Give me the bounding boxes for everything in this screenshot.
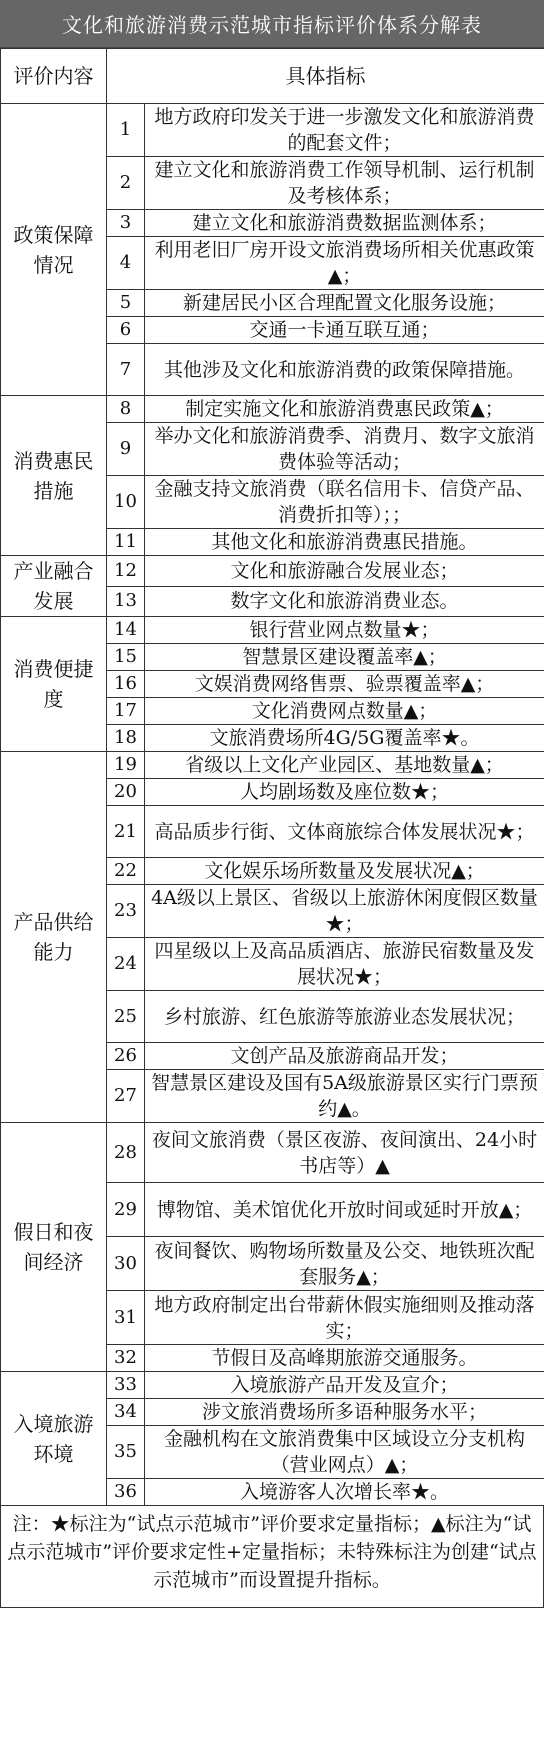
indicator-number: 9 xyxy=(107,423,145,476)
indicator-number: 32 xyxy=(107,1345,145,1372)
indicator-text: 其他文化和旅游消费惠民措施。 xyxy=(145,529,544,556)
indicator-number: 6 xyxy=(107,317,145,344)
indicator-number: 12 xyxy=(107,556,145,587)
category-cell: 政策保障情况 xyxy=(1,104,107,396)
indicator-text: 文创产品及旅游商品开发； xyxy=(145,1043,544,1070)
indicator-text: 四星级以上及高品质酒店、旅游民宿数量及发展状况★； xyxy=(145,938,544,991)
indicator-text: 交通一卡通互联互通； xyxy=(145,317,544,344)
indicator-number: 34 xyxy=(107,1399,145,1426)
indicator-table xyxy=(0,48,544,1506)
indicator-text: 乡村旅游、红色旅游等旅游业态发展状况； xyxy=(145,991,544,1043)
indicator-text: 文化和旅游融合发展业态； xyxy=(145,556,544,587)
indicator-text: 夜间餐饮、购物场所数量及公交、地铁班次配套服务▲； xyxy=(145,1237,544,1291)
indicator-number: 4 xyxy=(107,237,145,290)
indicator-text: 夜间文旅消费（景区夜游、夜间演出、24小时书店等）▲ xyxy=(145,1123,544,1183)
indicator-text: 利用老旧厂房开设文旅消费场所相关优惠政策▲； xyxy=(145,237,544,290)
indicator-text: 地方政府制定出台带薪休假实施细则及推动落实； xyxy=(145,1291,544,1345)
indicator-text: 数字文化和旅游消费业态。 xyxy=(145,586,544,617)
indicator-text: 制定实施文化和旅游消费惠民政策▲； xyxy=(145,396,544,423)
indicator-text: 博物馆、美术馆优化开放时间或延时开放▲； xyxy=(145,1183,544,1237)
table-row xyxy=(1,556,544,587)
table-title: 文化和旅游消费示范城市指标评价体系分解表 xyxy=(0,0,544,48)
indicator-number: 35 xyxy=(107,1426,145,1479)
indicator-number: 15 xyxy=(107,644,145,671)
indicator-text: 文娱消费网络售票、验票覆盖率▲； xyxy=(145,671,544,698)
indicator-text: 举办文化和旅游消费季、消费月、数字文旅消费体验等活动； xyxy=(145,423,544,476)
indicator-text: 建立文化和旅游消费数据监测体系； xyxy=(145,210,544,237)
indicator-number: 14 xyxy=(107,617,145,644)
indicator-text: 文旅消费场所4G/5G覆盖率★。 xyxy=(145,725,544,752)
table-note: 注：★标注为“试点示范城市”评价要求定量指标；▲标注为“试点示范城市”评价要求定性+定量指标；未特殊标注为创建“试点示范城市”而设置提升指标。 xyxy=(0,1506,544,1608)
indicator-number: 18 xyxy=(107,725,145,752)
indicator-text: 金融支持文旅消费（联名信用卡、信贷产品、消费折扣等）；； xyxy=(145,476,544,529)
table-row xyxy=(1,104,544,157)
indicator-text: 省级以上文化产业园区、基地数量▲； xyxy=(145,752,544,779)
header-evaluation-content: 评价内容 xyxy=(1,49,107,104)
indicator-number: 23 xyxy=(107,885,145,938)
indicator-text: 其他涉及文化和旅游消费的政策保障措施。 xyxy=(145,344,544,396)
indicator-number: 36 xyxy=(107,1479,145,1506)
indicator-number: 5 xyxy=(107,290,145,317)
header-row xyxy=(1,49,544,104)
indicator-number: 31 xyxy=(107,1291,145,1345)
indicator-number: 29 xyxy=(107,1183,145,1237)
indicator-text: 4A级以上景区、省级以上旅游休闲度假区数量★； xyxy=(145,885,544,938)
indicator-number: 10 xyxy=(107,476,145,529)
indicator-number: 25 xyxy=(107,991,145,1043)
table-row xyxy=(1,752,544,779)
category-cell: 产业融合发展 xyxy=(1,556,107,617)
indicator-text: 节假日及高峰期旅游交通服务。 xyxy=(145,1345,544,1372)
indicator-text: 银行营业网点数量★； xyxy=(145,617,544,644)
indicator-text: 地方政府印发关于进一步激发文化和旅游消费的配套文件； xyxy=(145,104,544,157)
indicator-number: 2 xyxy=(107,157,145,210)
indicator-number: 20 xyxy=(107,779,145,806)
indicator-number: 27 xyxy=(107,1070,145,1123)
indicator-text: 涉文旅消费场所多语种服务水平； xyxy=(145,1399,544,1426)
indicator-text: 金融机构在文旅消费集中区域设立分支机构（营业网点）▲； xyxy=(145,1426,544,1479)
indicator-number: 22 xyxy=(107,858,145,885)
table-row xyxy=(1,396,544,423)
indicator-number: 28 xyxy=(107,1123,145,1183)
indicator-text: 文化消费网点数量▲； xyxy=(145,698,544,725)
indicator-text: 入境游客人次增长率★。 xyxy=(145,1479,544,1506)
indicator-number: 24 xyxy=(107,938,145,991)
table-row xyxy=(1,1372,544,1399)
indicator-number: 19 xyxy=(107,752,145,779)
category-cell: 消费惠民措施 xyxy=(1,396,107,556)
indicator-number: 13 xyxy=(107,586,145,617)
table-body xyxy=(1,49,544,1506)
indicator-number: 33 xyxy=(107,1372,145,1399)
table-row xyxy=(1,617,544,644)
header-specific-indicators: 具体指标 xyxy=(107,49,544,104)
indicator-number: 17 xyxy=(107,698,145,725)
category-cell: 消费便捷度 xyxy=(1,617,107,752)
indicator-text: 入境旅游产品开发及宣介； xyxy=(145,1372,544,1399)
category-cell: 假日和夜间经济 xyxy=(1,1123,107,1372)
indicator-number: 21 xyxy=(107,806,145,858)
indicator-number: 26 xyxy=(107,1043,145,1070)
indicator-text: 高品质步行街、文体商旅综合体发展状况★； xyxy=(145,806,544,858)
indicator-text: 智慧景区建设及国有5A级旅游景区实行门票预约▲。 xyxy=(145,1070,544,1123)
category-cell: 产品供给能力 xyxy=(1,752,107,1123)
indicator-text: 人均剧场数及座位数★； xyxy=(145,779,544,806)
indicator-text: 新建居民小区合理配置文化服务设施； xyxy=(145,290,544,317)
indicator-number: 1 xyxy=(107,104,145,157)
indicator-number: 16 xyxy=(107,671,145,698)
indicator-number: 11 xyxy=(107,529,145,556)
indicator-text: 建立文化和旅游消费工作领导机制、运行机制及考核体系； xyxy=(145,157,544,210)
table-row xyxy=(1,1123,544,1183)
category-cell: 入境旅游环境 xyxy=(1,1372,107,1506)
indicator-text: 智慧景区建设覆盖率▲； xyxy=(145,644,544,671)
indicator-number: 30 xyxy=(107,1237,145,1291)
indicator-text: 文化娱乐场所数量及发展状况▲； xyxy=(145,858,544,885)
indicator-number: 7 xyxy=(107,344,145,396)
indicator-number: 8 xyxy=(107,396,145,423)
indicator-number: 3 xyxy=(107,210,145,237)
